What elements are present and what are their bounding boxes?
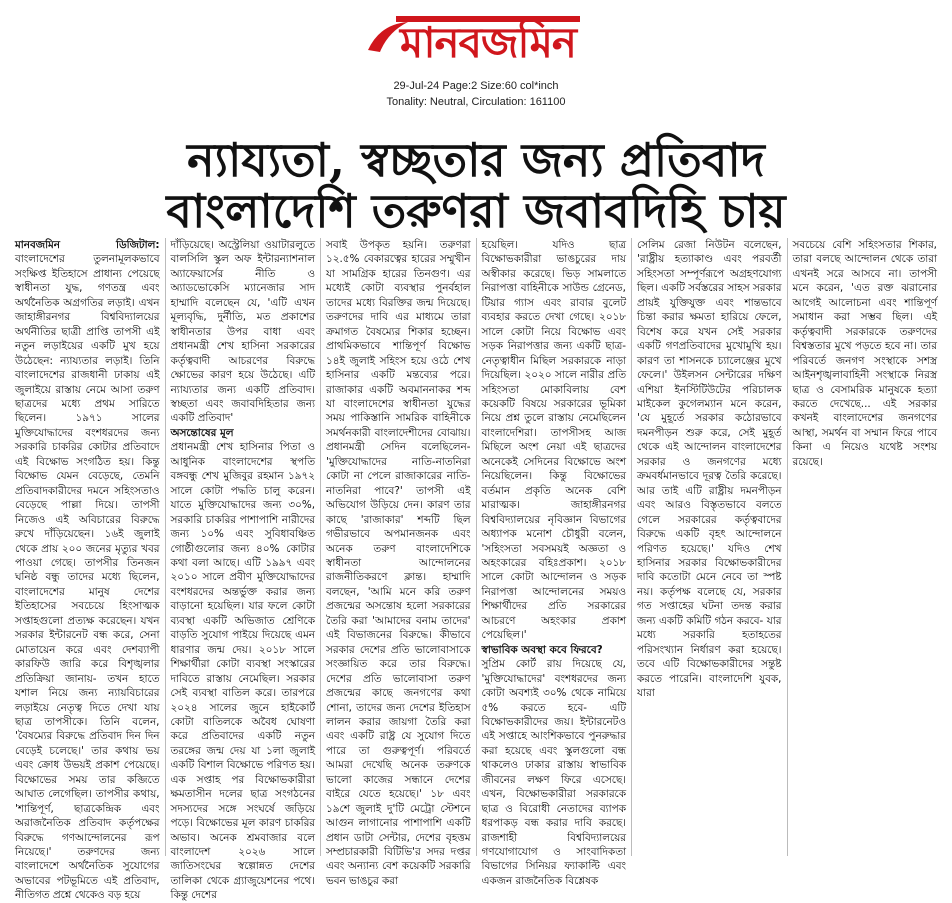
article-text: বাংলাদেশের তুলনামূলকভাবে সংক্ষিপ্ত ইতিহাসে প্রাধান্য পেয়েছে স্বাধীনতা যুদ্ধ, গণতন্ত্র এবং অর্থনৈতিক অগ্রগতির লড়াই। এখন জাহাঙ্গীরনগর বিশ্ববিদ্যালয়ের অর্থনীতির ছাত্রী প্রাপ্তি তাপসী এই নতুন লড়াইয়ের একটি মুখ হয়ে উঠেছেন: ন্যায্যতার লড়াই। তিনি বাংলাদেশের রাজধানী ঢাকায় এই জুলাইয়ে রাস্তায় নেমে আসা তরুণ ছাত্রদের মধ্যে প্রথম সারিতে ছিলেন। ১৯৭১ সালের মুক্তিযোদ্ধাদের বংশধরদের জন্য সরকারি চাকরির কোটার প্রতিবাদে এই বিক্ষোভ সংগঠিত হয়। কিন্তু বিক্ষোভ যেমন বেড়েছে, তেমনি প্রতিবাদকারীদের দমনে সহিংসতাও বেড়েছে পাল্লা দিয়ে। তাপসী নিজেও এই অবিচারের বিরুদ্ধে রুখে দাঁড়িয়েছেন। ১৬ই জুলাই থেকে প্রায় ২০০ জনের মৃত্যুর খবর পাওয়া গেছে। তাপসীর তিনজন ঘনিষ্ঠ বন্ধু তাদের মধ্যে ছিলেন, বাংলাদেশের মানুষ দেশের ইতিহাসের সবচেয়ে হিংসাত্মক সপ্তাহগুলো প্রত্যক্ষ করেছেন। যখন সরকার ইন্টারনেট বন্ধ করে, সেনা মোতায়েন করে এবং দেশব্যাপী কারফিউ জারি করে বিশৃঙ্খলার প্রতিক্রিয়া জানায়- তখন হাতে যশাল নিয়ে জন্য ন্যায়বিচারের লড়াইয়ে নেতৃত্ব দিতে দেখা যায় ছাত্র তাপসীকে। তিনি বলেন, 'বৈষম্যের বিরুদ্ধে প্রতিবাদ দিন দিন বেড়েই চলেছে।' তার কথায় ভয় এবং ক্রোধ উভয়ই প্রকাশ পেয়েছে। বিক্ষোভের সময় তার কব্জিতে আঘাত লেগেছিল। তাপসীর কথায়, 'শান্তিপূর্ণ, ছাত্রকেন্দ্রিক এবং অরাজনৈতিক প্রতিবাদ কর্তৃপক্ষের বিরুদ্ধে গণআন্দোলনের রূপ নিয়েছে।' তরুণদের জন্য বাংলাদেশে অর্থনৈতিক সুযোগের অভাবের পটভূমিতে এই প্রতিবাদ, নীতিগত প্রশ্নে থেকেও বড় হয়ে xyxy=(15,253,160,902)
article-paragraph: সেলিম রেজা নিউটন বলেছেন, 'রাষ্ট্রীয় হত্যাকাণ্ড এবং পরবর্তী সহিংসতা সম্পূর্ণরূপে অগ্রহণযোগ্য ছিল। একটি সর্বস্তরের সাহস সরকার প্রায়ই যুক্তিযুক্ত এবং শান্তভাবে চিন্তা করার ক্ষমতা হারিয়ে ফেলে, বিশেষ করে যখন সেই সরকার একটি গণপ্রতিবাদের মুখোমুখি হয়। কারণ তা শাসনকে চ্যালেঞ্জের মুখে ফেলে।' উইলসন সেন্টারের দক্ষিণ এশিয়া ইনস্টিটিউটের পরিচালক মাইকেল কুগেলম্যান মনে করেন, 'যে মুহূর্তে সরকার কঠোরভাবে দমনপীড়ন শুরু করে, সেই মুহূর্ত থেকে এই আন্দোলন বাংলাদেশের সরকার ও জনগণের মধ্যে ক্রমবর্ধমানভাবে দূরত্ব তৈরি করেছে। আর তাই এটি রাষ্ট্রীয় দমনপীড়ন এবং আরও বিস্তৃতভাবে বলতে গেলে সরকারের কর্তৃত্ববাদের বিরুদ্ধে একটি বৃহৎ আন্দোলনে পরিণত হয়েছে।' যদিও শেখ হাসিনার সরকার বিক্ষোভকারীদের দাবি কতোটা মেনে নেবে তা স্পষ্ট নয়। কর্তৃপক্ষ বলেছে যে, সরকার গত সপ্তাহের ঘটনা তদন্ত করার জন্য একটি কমিটি গঠন করবে- যার মধ্যে সরকারি হতাহতের পরিসংখ্যান নির্ধারণ করা হয়েছে। তবে এটি বিক্ষোভকারীদের সন্তুষ্ট করতে পারেনি। বাংলাদেশি যুবক, যারা xyxy=(637,239,782,700)
byline: মানবজমিন ডিজিটাল: xyxy=(15,239,160,251)
headline-line-1: ন্যায্যতা, স্বচ্ছতার জন্য প্রতিবাদ xyxy=(187,133,765,187)
article-column-5 xyxy=(632,238,788,856)
article-paragraph: সবাই উপকৃত হয়নি। তরুণরা ১২.৫% বেকারত্বের হারের সম্মুখীন যা সামগ্রিক হারের তিনগুণ। এর মধ্যেই কোটা ব্যবস্থার পুনর্বহাল তাদের মধ্যে বিরক্তির জন্ম দিয়েছে। তরুণদের দাবি এর মাধ্যমে তারা ক্রমাগত বৈষম্যের শিকার হচ্ছেন। প্রাথমিকভাবে শান্তিপূর্ণ বিক্ষোভ ১৪ই জুলাই সহিংস হয়ে ওঠে শেখ হাসিনার একটি মন্তব্যের পরে। রাজাকার একটি অবমাননাকর শব্দ যা বাংলাদেশের স্বাধীনতা যুদ্ধের সময় পাকিস্তানি সামরিক বাহিনীকে সমর্থনকারী বাংলাদেশীদের বোঝায়। প্রধানমন্ত্রী সেদিন বলেছিলেন- 'মুক্তিযোদ্ধাদের নাতি-নাতনিরা কোটা না পেলে রাজাকারের নাতি-নাতনিরা পাবে?' তাপসী এই অভিযোগ উড়িয়ে দেন। কারণ তার কাছে 'রাজাকার' শব্দটি ছিল গভীরভাবে অপমানজনক এবং অনেক তরুণ বাংলাদেশিকে স্বাধীনতা আন্দোলনের রাজনীতিকরণে ক্লান্ত। হাম্মাদি বলছেন, 'আমি মনে করি তরুণ প্রজন্মের অসন্তোষ হলো সরকারের তৈরি করা 'আমাদের বনাম তাদের' এই বিভাজনের বিরুদ্ধে। কীভাবে সরকার দেশের প্রতি ভালোবাসাকে সংজ্ঞায়িত করে তার বিরুদ্ধে। দেশের প্রতি ভালোবাসা তরুণ প্রজন্মের কাছে জনগণের কথা শোনা, তাদের জন্য দেশের ইতিহাস লালন করার জায়গা তৈরি করা এবং একটি রাষ্ট্র যে সুযোগ দিতে পারে তা গুরুত্বপূর্ণ। পরিবর্তে আমরা দেখেছি অনেক তরুণকে ভালো কাজের সন্ধানে দেশের বাইরে যেতে হয়েছে।' ১৮ এবং ১৯শে জুলাই দু'টি মেট্রো স্টেশনে আগুন লাগানোর পাশাপাশি একটি প্রধান ডাটা সেন্টার, দেশের বৃহত্তম সম্প্রচারকারী বিটিভি'র সদর দপ্তর এবং অন্যান্য বেশ কয়েকটি সরকারি ভবন ভাঙচুর করা xyxy=(326,239,471,887)
article-column-6 xyxy=(788,238,943,856)
article-paragraph: দাঁড়িয়েছে। অস্ট্রেলিয়া ওয়াটারলুতে বালসিলি স্কুল অফ ইন্টারন্যাশনাল অ্যাফেয়ার্সের নীতি ও অ্যাডভোকেসি ম্যানেজার সাদ হাম্মাদি বলেছেন যে, 'এটি এখন মূল্যবৃদ্ধি, দুর্নীতি, মত প্রকাশের স্বাধীনতার উপর বাধা এবং প্রধানমন্ত্রী শেখ হাসিনা সরকারের কর্তৃত্ববাদী আচরণের বিরুদ্ধে ক্ষোভের কারণ হয়ে উঠেছে। এটি ন্যায্যতার জন্য একটি প্রতিবাদ। স্বচ্ছতা এবং জবাবদিহিতার জন্য একটি প্রতিবাদ' xyxy=(170,239,315,425)
article-paragraph: প্রধানমন্ত্রী শেখ হাসিনার পিতা ও আধুনিক বাংলাদেশের স্থপতি বঙ্গবন্ধু শেখ মুজিবুর রহমান ১৯৭২ সালে কোটা পদ্ধতি চালু করেন। যাতে মুক্তিযোদ্ধাদের জন্য ৩০%, সরকারি চাকরির পাশাপাশি নারীদের জন্য ১০% এবং সুবিধাবঞ্চিত গোষ্ঠীগুলোর জন্য ৪০% কোটার কথা বলা আছে। এটি ১৯৯৭ এবং ২০১০ সালে প্রবীণ মুক্তিযোদ্ধাদের বংশধরদের অন্তর্ভুক্ত করার জন্য বাড়ানো হয়েছিল। যার ফলে কোটা ব্যবস্থা একটি অভিজাত শ্রেণিকে বাড়তি সুযোগ পাইয়ে দিয়েছে এমন ধারণার জন্ম দেয়। ২০১৮ সালে শিক্ষার্থীরা কোটা ব্যবস্থা সংস্কারের দাবিতে রাস্তায় নেমেছিল। সরকার সেই ব্যবস্থা বাতিল করে। তারপরে ২০২৪ সালের জুনে হাইকোর্ট কোটা বাতিলকে অবৈধ ঘোষণা করে প্রতিবাদের একটি নতুন তরঙ্গের জন্ম দেয় যা ১লা জুলাই একটি বিশাল বিক্ষোভে পরিণত হয়। এক সপ্তাহ পর বিক্ষোভকারীরা ক্ষমতাসীন দলের ছাত্র সংগঠনের সদস্যদের সঙ্গে সংঘর্ষে জড়িয়ে পড়ে। বিক্ষোভের মূল কারণ চাকরির অভাব। অনেক শ্রমবাজার বলে বাংলাদেশ ২০২৬ সালে জাতিসংঘের স্বল্পোন্নত দেশের তালিকা থেকে গ্র্যাজুয়েশনের পথে। কিন্তু দেশের xyxy=(170,441,315,902)
clipping-meta-line-2: Tonality: Neutral, Circulation: 161100 xyxy=(386,96,566,108)
article-body xyxy=(10,238,942,902)
article-paragraph: সুপ্রিম কোর্ট রায় দিয়েছে যে, 'মুক্তিযোদ্ধাদের' বংশধরদের জন্য কোটা অবশ্যই ৩০% থেকে নামিয়ে ৫% করতে হবে- এটি বিক্ষোভকারীদের জয়। ইন্টারনেটও এই সপ্তাহে আংশিকভাবে পুনরুদ্ধার করা হয়েছে এবং স্কুলগুলো বন্ধ থাকলেও ঢাকার রাস্তায় স্বাভাবিক জীবনের লক্ষণ ফিরে এসেছে। এখন, বিক্ষোভকারীরা সরকারকে ছাত্র ও বিরোধী নেতাদের ব্যাপক ধরপাকড় বন্ধ করার দাবি করছে। রাজশাহী বিশ্ববিদ্যালয়ের গণযোগাযোগ ও সাংবাদিকতা বিভাগের সিনিয়র ফ্যাকাল্টি এবং একজন রাজনৈতিক বিশ্লেষক xyxy=(481,658,626,887)
masthead xyxy=(0,4,952,70)
article-paragraph: হয়েছিল। যদিও ছাত্র বিক্ষোভকারীরা ভাঙচুরের দায় অস্বীকার করেছে। ভিড় সামলাতে নিরাপত্তা বাহিনীকে সাউন্ড গ্রেনেড, টিয়ার গ্যাস এবং রাবার বুলেট ব্যবহার করতে দেখা গেছে। ২০১৮ সালে কোটা নিয়ে বিক্ষোভ এবং সড়ক নিরাপত্তার জন্য একটি ছাত্র-নেতৃত্বাধীন মিছিল সরকারকে নাড়া দিয়েছিল। ২০২০ সালে নারীর প্রতি সহিংসতা মোকাবিলায় বেশ কয়েকটি বিষয়ে সরকারের ভূমিকা নিয়ে প্রশ্ন তুলে রাস্তায় নেমেছিলেন বাংলাদেশিরা। তাপসীসহ আজ মিছিলে অংশ নেয়া এই ছাত্রদের অনেকেই সেদিনের বিক্ষোভে অংশ নিয়েছিলেন। কিন্তু বিক্ষোভের বর্তমান প্রকৃতি অনেক বেশি মারাত্মক। জাহাঙ্গীরনগর বিশ্ববিদ্যালয়ের নৃবিজ্ঞান বিভাগের অধ্যাপক মনোশ চৌধুরী বলেন, 'সহিংসতা সবসময়ই অজ্ঞতা ও অহংকারের বহিঃপ্রকাশ। ২০১৮ সালে কোটা আন্দোলন ও সড়ক নিরাপত্তা আন্দোলনের সময়ও শিক্ষার্থীদের প্রতি সরকারের আচরণে অহংকার প্রকাশ পেয়েছিল।' xyxy=(481,239,626,642)
article-column-1 xyxy=(10,238,166,902)
masthead-name: মানবজমিন xyxy=(400,18,576,67)
article-column-3 xyxy=(321,238,477,887)
subheading: অসন্তোষের মূল xyxy=(170,426,234,439)
subheading: স্বাভাবিক অবস্থা কবে ফিরবে? xyxy=(481,643,603,656)
article-column-4 xyxy=(477,238,633,887)
article-column-2 xyxy=(166,238,322,902)
clipping-meta-line-1: 29-Jul-24 Page:2 Size:60 col*inch xyxy=(393,80,559,92)
headline-line-2: বাংলাদেশি তরুণরা জবাবদিহি চায় xyxy=(166,184,786,238)
masthead-logo xyxy=(366,8,586,87)
article-paragraph: সবচেয়ে বেশি সহিংসতার শিকার, তারা বলছে আন্দোলন থেকে তারা এখনই সরে আসবে না। তাপসী মনে করেন, 'এত রক্ত ঝরানোর আগেই আলোচনা এবং শান্তিপূর্ণ সমাধান করা সম্ভব ছিল। এই কর্তৃত্ববাদী সরকারকে তরুণদের বিশ্বস্ততার মুখে পড়তে হবে না। তার পরিবর্তে জনগণ সংস্থাকে সশস্ত্র আইনশৃঙ্খলাবাহিনী সংস্থাকে নিরস্ত্র ছাত্র ও বেসামরিক মানুষকে হত্যা করতে দেখেছে... এই সরকার কখনই বাংলাদেশের জনগণের আস্থা, সমর্থন বা সম্মান ফিরে পাবে কিনা এ নিয়েও যথেষ্ট সংশয় রয়েছে। xyxy=(792,239,937,468)
article-paragraph xyxy=(15,238,160,903)
